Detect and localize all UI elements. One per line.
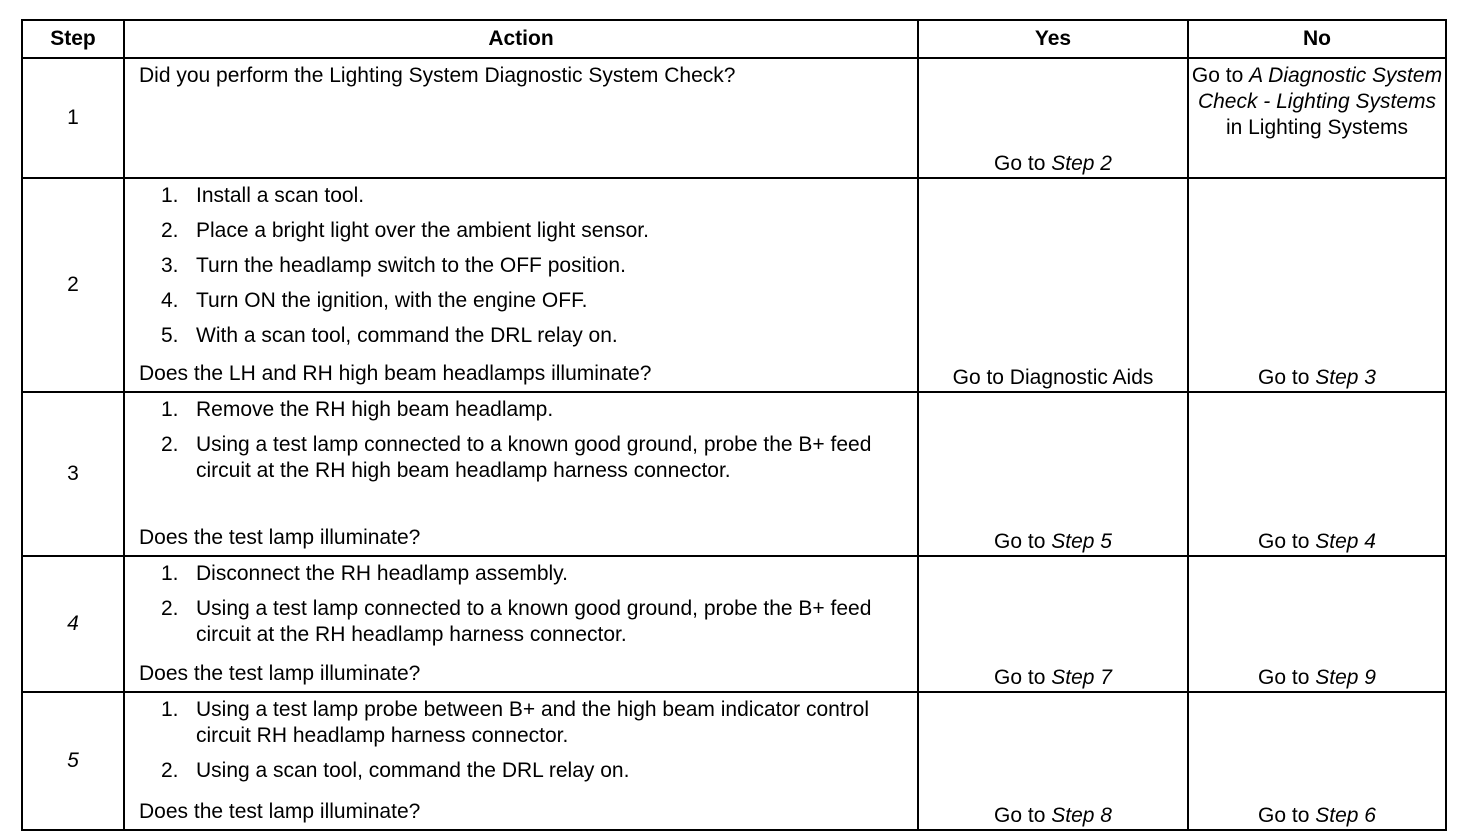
instruction-item xyxy=(139,432,905,484)
instruction-number: 2. xyxy=(161,597,179,620)
instruction-number: 1. xyxy=(161,398,179,421)
instruction-text: Place a bright light over the ambient light sensor. xyxy=(196,219,649,242)
instruction-number: 2. xyxy=(161,759,179,782)
header-row xyxy=(22,20,1446,58)
instruction-text: Remove the RH high beam headlamp. xyxy=(196,398,554,421)
no-cell xyxy=(1188,392,1446,556)
yes-cell xyxy=(918,556,1188,692)
action-cell xyxy=(124,58,918,178)
table-row xyxy=(22,392,1446,556)
table-row xyxy=(22,556,1446,692)
question-text: Does the test lamp illuminate? xyxy=(139,526,421,549)
action-cell xyxy=(124,556,918,692)
action-cell xyxy=(124,392,918,556)
no-cell xyxy=(1188,556,1446,692)
header-no: No xyxy=(1188,20,1446,58)
instruction-list xyxy=(139,397,905,493)
instruction-item xyxy=(139,323,905,349)
table-row xyxy=(22,178,1446,392)
no-step-link[interactable]: Step 6 xyxy=(1315,804,1376,827)
header-action: Action xyxy=(124,20,918,58)
action-cell xyxy=(124,178,918,392)
yes-step-link[interactable]: Step 8 xyxy=(1051,804,1112,827)
question-text: Does the test lamp illuminate? xyxy=(139,800,421,823)
no-prefix: Go to xyxy=(1258,530,1316,553)
instruction-text: Using a scan tool, command the DRL relay on. xyxy=(196,759,630,782)
instruction-number: 4. xyxy=(161,289,179,312)
instruction-text: Using a test lamp probe between B+ and the high beam indicator control circuit RH headlamp harness connector. xyxy=(196,698,869,747)
header-yes: Yes xyxy=(918,20,1188,58)
instruction-number: 1. xyxy=(161,698,179,721)
instruction-number: 5. xyxy=(161,324,179,347)
yes-step-link[interactable]: Step 7 xyxy=(1051,666,1112,689)
header-step: Step xyxy=(22,20,124,58)
yes-prefix: Go to xyxy=(994,804,1052,827)
step-number: 5 xyxy=(22,692,124,830)
question-text: Did you perform the Lighting System Diagnostic System Check? xyxy=(139,64,736,87)
yes-cell xyxy=(918,178,1188,392)
yes-step-link[interactable]: Step 2 xyxy=(1051,152,1112,175)
no-prefix: Go to xyxy=(1258,666,1316,689)
no-step-link[interactable]: Step 4 xyxy=(1315,530,1376,553)
step-number: 1 xyxy=(22,58,124,178)
instruction-item xyxy=(139,288,905,314)
instruction-item xyxy=(139,183,905,209)
diagnostic-table xyxy=(21,19,1447,831)
no-cell xyxy=(1188,58,1446,178)
yes-cell xyxy=(918,692,1188,830)
yes-step-link[interactable]: Step 5 xyxy=(1051,530,1112,553)
yes-diagnostic-aids-link[interactable]: Go to Diagnostic Aids xyxy=(952,366,1154,389)
instruction-number: 3. xyxy=(161,254,179,277)
no-prefix: Go to xyxy=(1258,804,1316,827)
no-cell xyxy=(1188,178,1446,392)
no-step-link[interactable]: Step 9 xyxy=(1315,666,1376,689)
yes-prefix: Go to xyxy=(994,530,1052,553)
no-prefix: Go to xyxy=(1191,64,1250,87)
instruction-item xyxy=(139,758,905,784)
no-step-link[interactable]: Step 3 xyxy=(1315,366,1376,389)
instruction-list xyxy=(139,561,905,657)
yes-cell xyxy=(918,392,1188,556)
instruction-text: With a scan tool, command the DRL relay on. xyxy=(196,324,618,347)
step-number: 2 xyxy=(22,178,124,392)
instruction-number: 1. xyxy=(161,562,179,585)
table-row xyxy=(22,58,1446,178)
question-text: Does the LH and RH high beam headlamps illuminate? xyxy=(139,362,652,385)
table-row xyxy=(22,692,1446,830)
instruction-number: 1. xyxy=(161,184,179,207)
instruction-text: Using a test lamp connected to a known good ground, probe the B+ feed circuit at the RH headlamp harness connector. xyxy=(196,597,872,646)
instruction-text: Install a scan tool. xyxy=(196,184,365,207)
instruction-item xyxy=(139,397,905,423)
instruction-text: Turn ON the ignition, with the engine OFF. xyxy=(196,289,588,312)
no-cell xyxy=(1188,692,1446,830)
instruction-text: Using a test lamp connected to a known good ground, probe the B+ feed circuit at the RH high beam headlamp harness connector. xyxy=(196,433,872,482)
step-number: 3 xyxy=(22,392,124,556)
instruction-item xyxy=(139,596,905,648)
no-prefix: Go to xyxy=(1258,366,1316,389)
instruction-item xyxy=(139,697,905,749)
instruction-number: 2. xyxy=(161,433,179,456)
instruction-item xyxy=(139,561,905,587)
instruction-text: Disconnect the RH headlamp assembly. xyxy=(196,562,568,585)
yes-prefix: Go to xyxy=(994,152,1052,175)
question-text: Does the test lamp illuminate? xyxy=(139,662,421,685)
instruction-item xyxy=(139,218,905,244)
yes-prefix: Go to xyxy=(994,666,1052,689)
instruction-list xyxy=(139,697,905,793)
action-cell xyxy=(124,692,918,830)
no-suffix: in Lighting Systems xyxy=(1225,116,1409,139)
instruction-item xyxy=(139,253,905,279)
instruction-list xyxy=(139,183,905,358)
no-reference-link[interactable]: A Diagnostic System Check - Lighting Systems xyxy=(1197,64,1443,113)
yes-cell xyxy=(918,58,1188,178)
instruction-text: Turn the headlamp switch to the OFF position. xyxy=(196,254,626,277)
step-number: 4 xyxy=(22,556,124,692)
instruction-number: 2. xyxy=(161,219,179,242)
